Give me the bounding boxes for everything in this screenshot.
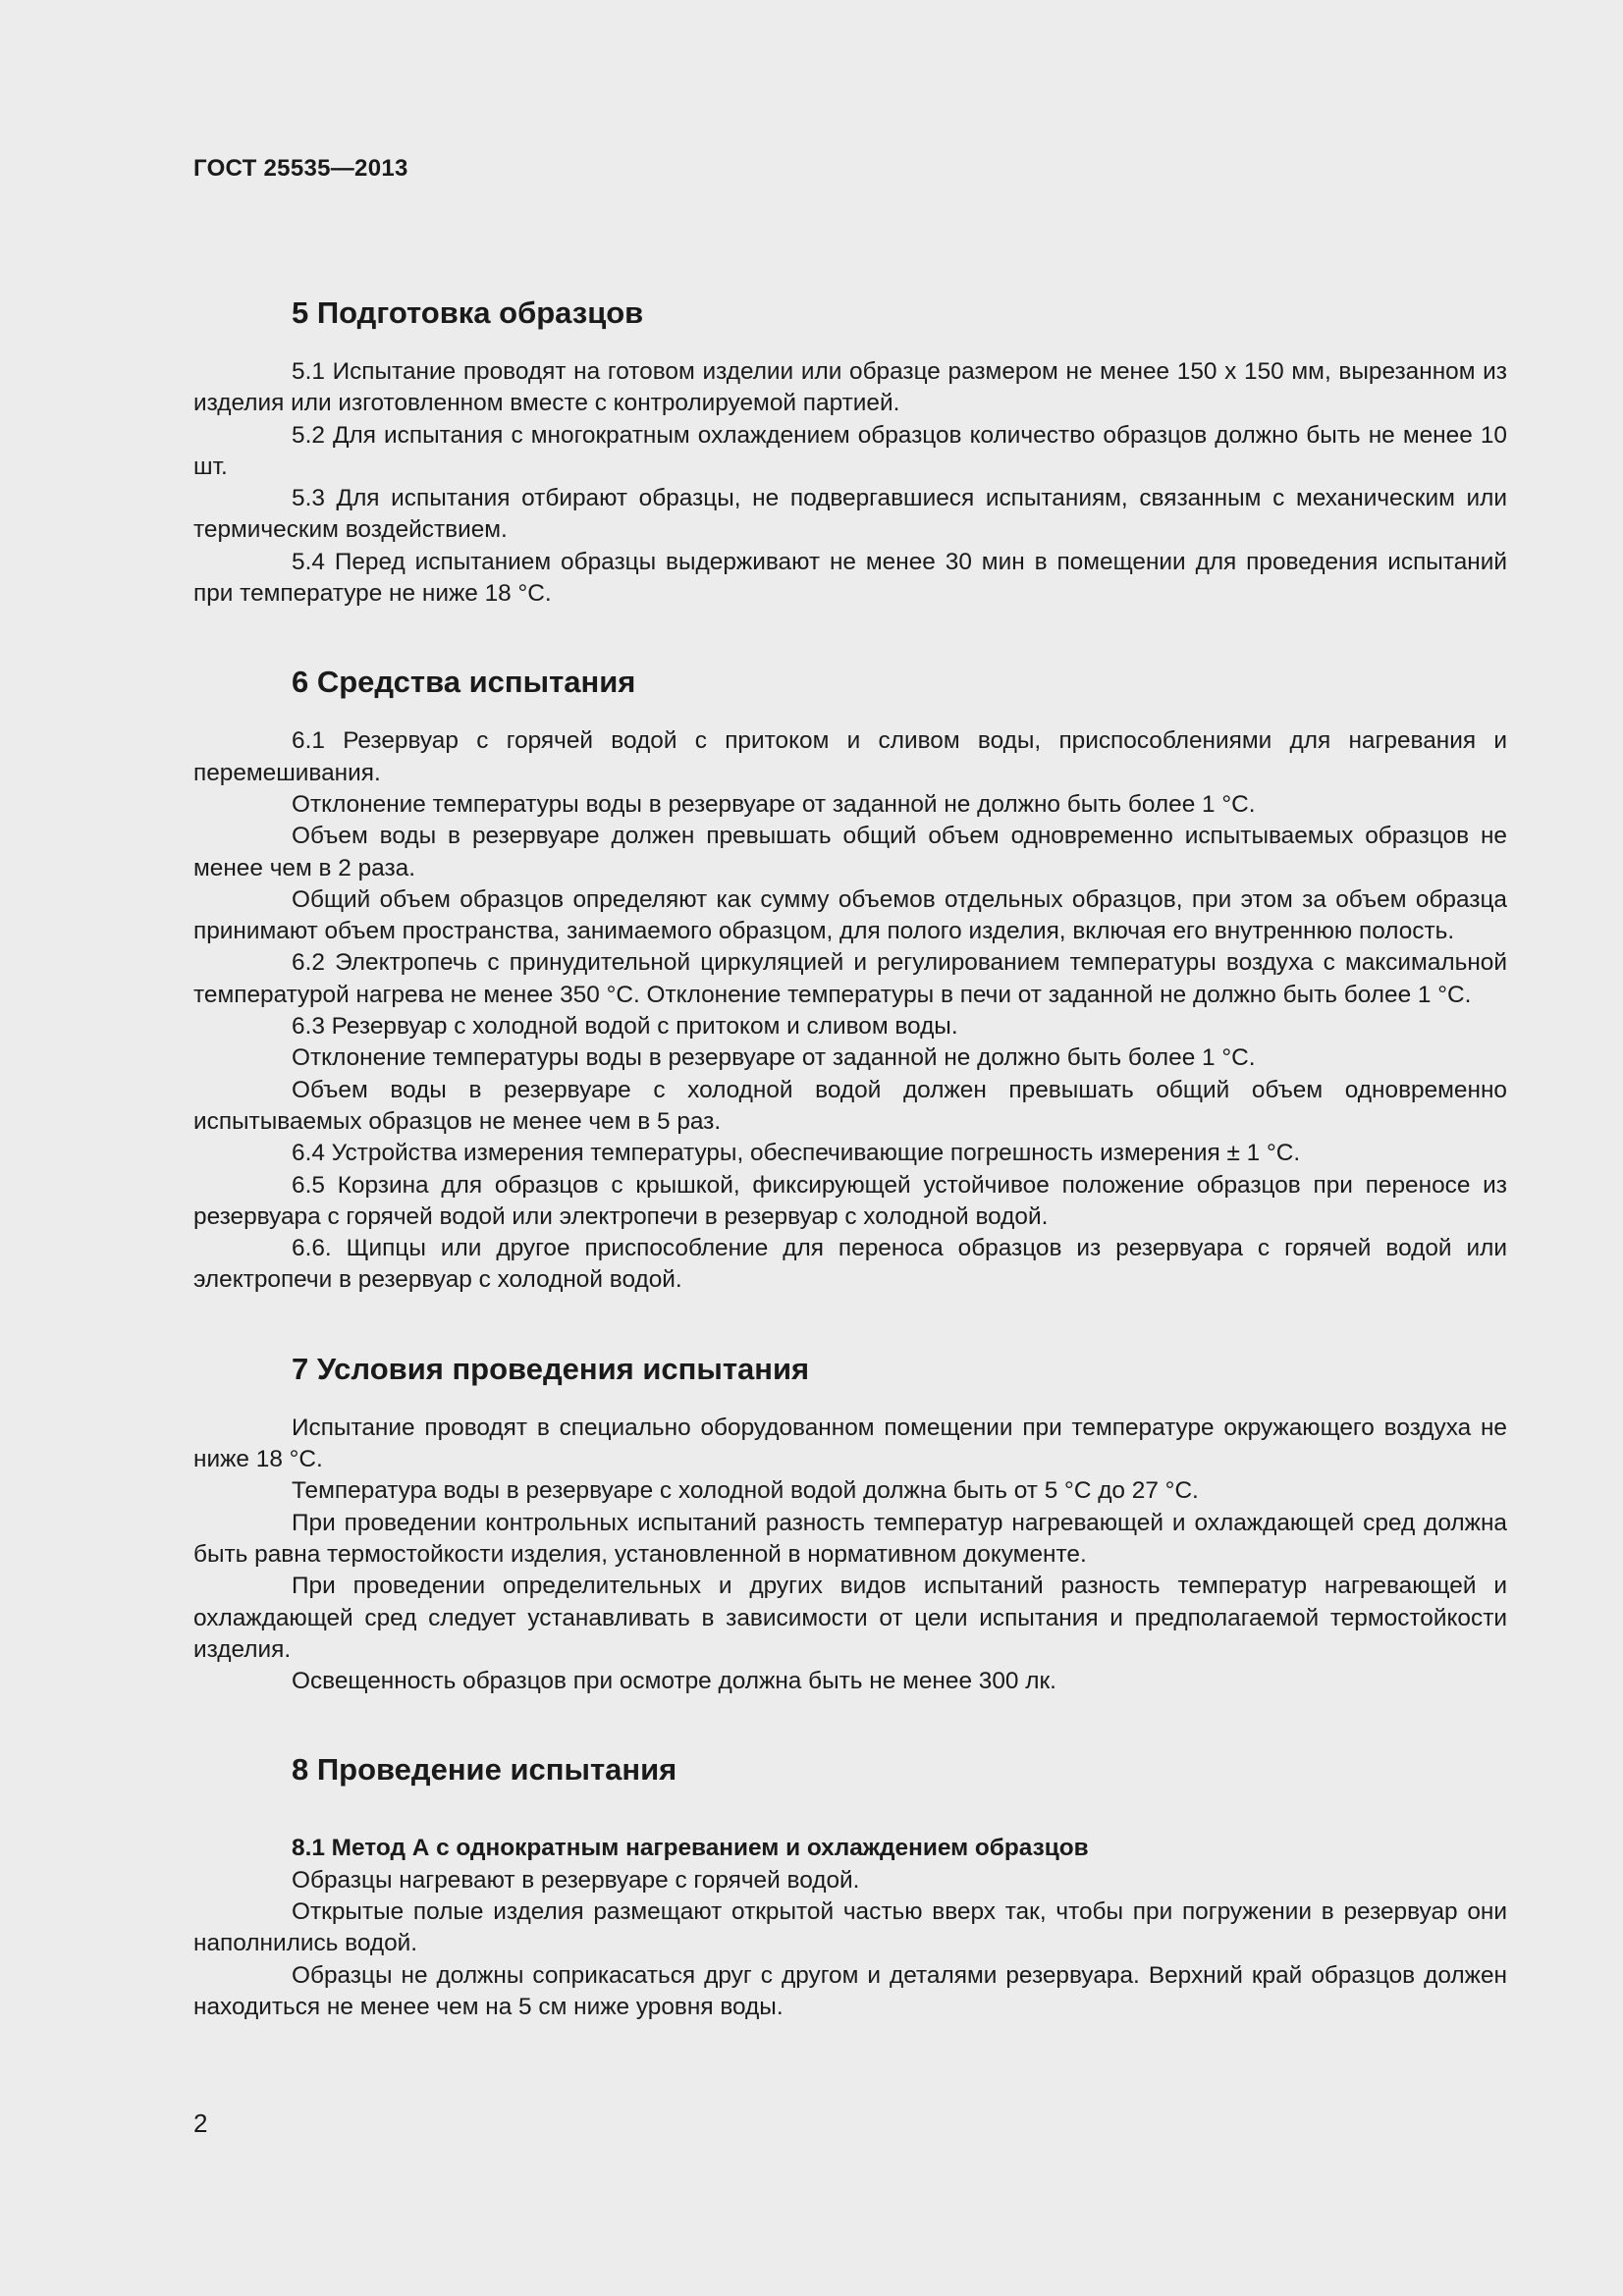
section-spacer — [193, 1297, 1507, 1346]
section-6 — [193, 659, 1507, 1296]
page-content — [193, 290, 1507, 2023]
document-code: ГОСТ 25535—2013 — [193, 155, 408, 182]
section-heading: 5 Подготовка образцов — [292, 295, 644, 330]
paragraph: 5.2 Для испытания с многократным охлаждением образцов количество образцов должно быть не менее 10 шт. — [193, 421, 1507, 480]
section-spacer — [193, 610, 1507, 659]
section-7 — [193, 1346, 1507, 1698]
paragraph: Образцы не должны соприкасаться друг с другом и деталями резервуара. Верхний край образцов должен находиться не менее чем на 5 см ниже уровня воды. — [193, 1961, 1507, 2020]
paragraph: 6.3 Резервуар с холодной водой с притоком и сливом воды. — [292, 1013, 958, 1041]
paragraph: Отклонение температуры воды в резервуаре от заданной не должно быть более 1 °С. — [292, 790, 1256, 818]
paragraph: 5.3 Для испытания отбирают образцы, не подвергавшиеся испытаниям, связанным с механическим или термическим воздействием. — [193, 485, 1507, 544]
subsection-heading: 8.1 Метод А с однократным нагреванием и охлаждением образцов — [292, 1835, 1089, 1862]
section-5 — [193, 290, 1507, 610]
paragraph: 5.1 Испытание проводят на готовом изделии или образце размером не менее 150 х 150 мм, вырезанном из изделия или изготовленном вместе с контролируемой партией. — [193, 358, 1507, 417]
paragraph: 6.1 Резервуар с горячей водой с притоком и сливом воды, приспособлениями для нагревания и перемешивания. — [193, 727, 1507, 786]
paragraph: Открытые полые изделия размещают открытой частью вверх так, чтобы при погружении в резервуар они наполнились водой. — [193, 1897, 1507, 1957]
paragraph: Освещенность образцов при осмотре должна быть не менее 300 лк. — [292, 1668, 1056, 1695]
paragraph: Объем воды в резервуаре с холодной водой должен превышать общий объем одновременно испытываемых образцов не менее чем в 5 раз. — [193, 1076, 1507, 1135]
paragraph: Образцы нагревают в резервуаре с горячей водой. — [292, 1866, 860, 1894]
section-8 — [193, 1746, 1507, 2023]
section-body — [193, 1413, 1507, 1698]
paragraph: При проведении контрольных испытаний разность температур нагревающей и охлаждающей сред должна быть равна термостойкости изделия, установленной в нормативном документе. — [193, 1509, 1507, 1568]
section-body — [193, 725, 1507, 1296]
section-heading: 8 Проведение испытания — [292, 1752, 677, 1788]
section-spacer — [193, 1697, 1507, 1746]
page-number: 2 — [193, 2109, 208, 2138]
section-body — [193, 1833, 1507, 2023]
paragraph: Испытание проводят в специально оборудованном помещении при температуре окружающего воздуха не ниже 18 °С. — [193, 1414, 1507, 1473]
section-body — [193, 356, 1507, 610]
paragraph: 5.4 Перед испытанием образцы выдерживают не менее 30 мин в помещении для проведения испытаний при температуре не ниже 18 °С. — [193, 548, 1507, 608]
paragraph: Отклонение температуры воды в резервуаре от заданной не должно быть более 1 °С. — [292, 1044, 1256, 1072]
paragraph: 6.4 Устройства измерения температуры, обеспечивающие погрешность измерения ± 1 °С. — [292, 1140, 1301, 1167]
paragraph: При проведении определительных и других видов испытаний разность температур нагревающей и охлаждающей сред следует устанавливать в зависимости от цели испытания и предполагаемой термостойкости изделия. — [193, 1573, 1507, 1663]
paragraph: Объем воды в резервуаре должен превышать общий объем одновременно испытываемых образцов не менее чем в 2 раза. — [193, 823, 1507, 881]
paragraph: 6.2 Электропечь с принудительной циркуляцией и регулированием температуры воздуха с максимальной температурой нагрева не менее 350 °С. Отклонение температуры в печи от заданной не должно быть более 1 °С. — [193, 949, 1507, 1008]
paragraph: Общий объем образцов определяют как сумму объемов отдельных образцов, при этом за объем образца принимают объем пространства, занимаемого образцом, для полого изделия, включая его внутреннюю полость. — [193, 885, 1507, 945]
section-heading: 7 Условия проведения испытания — [292, 1351, 810, 1386]
paragraph: 6.5 Корзина для образцов с крышкой, фиксирующей устойчивое положение образцов при переносе из резервуара с горячей водой или электропечи в резервуар с холодной водой. — [193, 1171, 1507, 1230]
section-heading: 6 Средства испытания — [292, 665, 636, 700]
paragraph: 6.6. Щипцы или другое приспособление для переноса образцов из резервуара с горячей водой или электропечи в резервуар с холодной водой. — [193, 1235, 1507, 1294]
paragraph: Температура воды в резервуаре с холодной водой должна быть от 5 °С до 27 °С. — [292, 1477, 1199, 1505]
